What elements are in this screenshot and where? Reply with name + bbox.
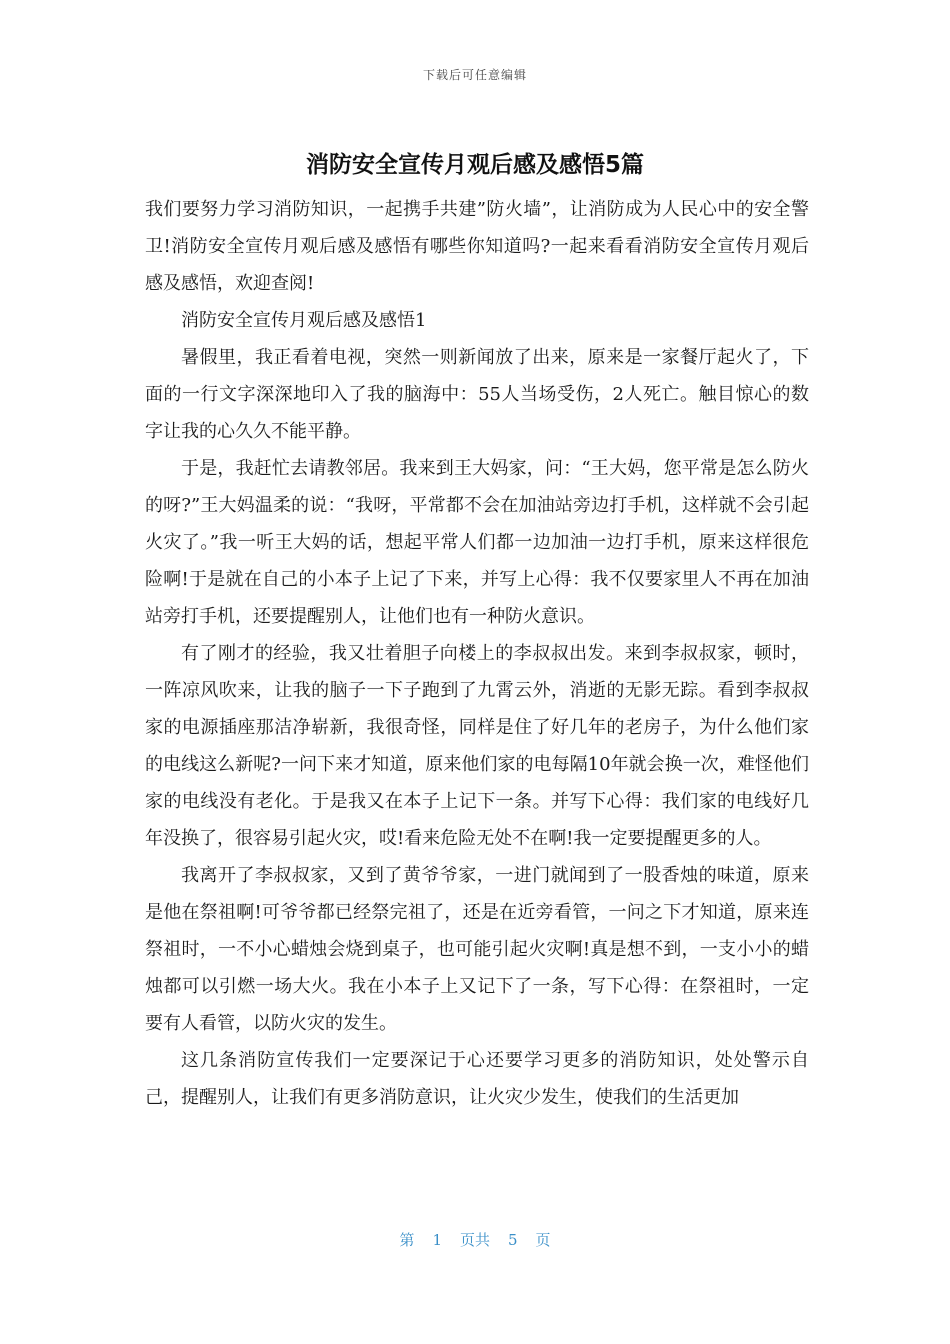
document-body (145, 191, 809, 1116)
section-heading: 消防安全宣传月观后感及感悟1 (181, 310, 427, 331)
header-note: 下载后可任意编辑 (422, 68, 527, 82)
body-paragraph: 于是，我赶忙去请教邻居。我来到王大妈家，问：“王大妈，您平常是怎么防火的呀?”王大妈温柔的说：“我呀，平常都不会在加油站旁边打手机，这样就不会引起火灾了。”我一听王大妈的话，想起平常人们都一边加油一边打手机，原来这样很危险啊!于是就在自己的小本子上记了下来，并写上心得：我不仅要家里人不再在加油站旁打手机，还要提醒别人，让他们也有一种防火意识。 (145, 458, 809, 627)
body-paragraph: 我离开了李叔叔家，又到了黄爷爷家，一进门就闻到了一股香烛的味道，原来是他在祭祖啊!可爷爷都已经祭完祖了，还是在近旁看管，一问之下才知道，原来连祭祖时，一不小心蜡烛会烧到桌子，也可能引起火灾啊!真是想不到，一支小小的蜡烛都可以引燃一场大火。我在小本子上又记下了一条，写下心得：在祭祖时，一定要有人看管，以防火灾的发生。 (145, 865, 809, 1034)
page-footer (0, 1229, 950, 1250)
footer-total-pages: 5 (508, 1231, 518, 1249)
footer-page-suffix: 页 (535, 1231, 551, 1249)
body-paragraph: 有了刚才的经验，我又壮着胆子向楼上的李叔叔出发。来到李叔叔家，顿时，一阵凉风吹来，让我的脑子一下子跑到了九霄云外，消逝的无影无踪。看到李叔叔家的电源插座那洁净崭新，我很奇怪，同样是住了好几年的老房子，为什么他们家的电线这么新呢?一问下来才知道，原来他们家的电每隔10年就会换一次，难怪他们家的电线没有老化。于是我又在本子上记下一条。并写下心得：我们家的电线好几年没换了，很容易引起火灾，哎!看来危险无处不在啊!我一定要提醒更多的人。 (145, 643, 809, 849)
body-paragraph: 暑假里，我正看着电视，突然一则新闻放了出来，原来是一家餐厅起火了，下面的一行文字深深地印入了我的脑海中：55人当场受伤，2人死亡。触目惊心的数字让我的心久久不能平静。 (145, 347, 809, 442)
body-paragraph: 这几条消防宣传我们一定要深记于心还要学习更多的消防知识，处处警示自己，提醒别人，让我们有更多消防意识，让火灾少发生，使我们的生活更加 (145, 1050, 809, 1108)
intro-paragraph: 我们要努力学习消防知识，一起携手共建”防火墙”，让消防成为人民心中的安全警卫!消防安全宣传月观后感及感悟有哪些你知道吗?一起来看看消防安全宣传月观后感及感悟，欢迎查阅! (145, 199, 809, 294)
footer-page-number: 1 (432, 1231, 442, 1249)
document-title: 消防安全宣传月观后感及感悟5篇 (305, 152, 644, 178)
footer-page-middle: 页共 (459, 1231, 490, 1249)
footer-page-prefix: 第 (399, 1231, 415, 1249)
